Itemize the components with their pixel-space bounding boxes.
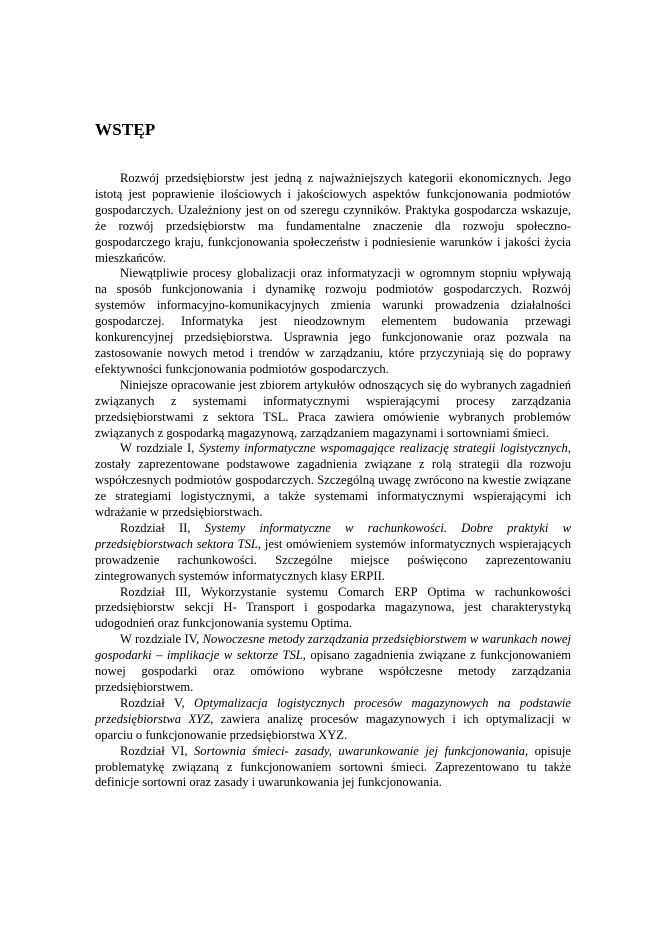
chapter-2-intro: Rozdział II, xyxy=(120,520,205,535)
chapter-5-intro: Rozdział V, xyxy=(120,695,195,710)
chapter-5-title: Optymalizacja logistycznych procesów magazynowych na podstawie przedsiębiorstwa XYZ xyxy=(95,695,571,726)
page-title: WSTĘP xyxy=(95,120,156,139)
chapter-4-intro: W rozdziale IV, xyxy=(120,632,203,647)
paragraph-3 xyxy=(95,378,571,442)
paragraph-2 xyxy=(95,266,571,377)
paragraph-chapter-2 xyxy=(95,521,571,585)
chapter-4-description: , opisano zagadnienia związane z funkcjonowaniem nowej gospodarki oraz omówiono wybrane współczesne metody zarządzania przedsiębiorstwem. xyxy=(95,648,572,694)
paragraph-1-text: Rozwój przedsiębiorstw jest jedną z najważniejszych kategorii ekonomicznych. Jego istotą jest poprawienie ilościowych i jakościowych aspektów funkcjonowania podmiotów gospodarczych. Uzależniony jest on od szeregu czynników. Praktyka gospodarcza wskazuje, że rozwój przedsiębiorstw ma fundamentalne znaczenie dla rozwoju społeczno-gospodarczego kraju, funkcjonowania społeczeństw i podniesienie warunków i jakości życia mieszkańców. xyxy=(95,171,571,265)
chapter-6-title: Sortownia śmieci- zasady, uwarunkowanie jej funkcjonowania xyxy=(194,743,525,758)
chapter-1-intro: W rozdziale I, xyxy=(120,441,199,456)
chapter-2-description: , jest omówieniem systemów informatycznych wspierających prowadzenie rachunkowości. Szczególne miejsce poświęcono zaprezentowaniu zintegrowanych systemów informatycznych klasy ERPII. xyxy=(95,536,571,583)
document-page xyxy=(95,118,571,791)
chapter-4-title: Nowoczesne metody zarządzania przedsiębiorstwem w warunkach nowej gospodarki – implikacje w sektorze TSL xyxy=(95,632,571,663)
paragraph-chapter-1 xyxy=(95,441,571,521)
chapter-3-text: Rozdział III, Wykorzystanie systemu Comarch ERP Optima w rachunkowości przedsiębiorstw sekcji H- Transport i gospodarka magazynowa, jest charakterystyką udogodnień oraz funkcjonowania systemu Optima. xyxy=(95,584,571,631)
chapter-1-title: Systemy informatyczne wspomagające realizację strategii logistycznych xyxy=(199,441,568,456)
paragraph-3-text: Niniejsze opracowanie jest zbiorem artykułów odnoszących się do wybranych zagadnień związanych z systemami informatycznymi wspierającymi procesy zarządzania przedsiębiorstwami z sektora TSL. Praca zawiera omówienie wybranych problemów związanych z gospodarką magazynową, zarządzaniem magazynami i sortowniami śmieci. xyxy=(95,377,571,440)
paragraph-chapter-3 xyxy=(95,585,571,633)
chapter-6-description: , opisuje problematykę związaną z funkcjonowaniem sortowni śmieci. Zaprezentowano tu także definicje sortowni oraz zasady i uwarunkowania jej funkcjonowania. xyxy=(95,743,571,790)
chapter-2-title: Systemy informatyczne w rachunkowości. Dobre praktyki w przedsiębiorstwach sektora TSL xyxy=(95,520,571,551)
paragraph-chapter-6 xyxy=(95,744,571,792)
chapter-5-description: , zawiera analizę procesów magazynowych i ich optymalizacji w oparciu o funkcjonowanie przedsiębiorstwa XYZ. xyxy=(95,711,571,742)
paragraph-chapter-4 xyxy=(95,632,571,696)
paragraph-chapter-5 xyxy=(95,696,571,744)
paragraph-2-text: Niewątpliwie procesy globalizacji oraz informatyzacji w ogromnym stopniu wpływają na sposób funkcjonowania i dynamikę rozwoju podmiotów gospodarczych. Rozwój systemów informacyjno-komunikacyjnych zmienia warunki prowadzenia działalności gospodarczej. Informatyka jest nieodzownym elementem budowania przewagi konkurencyjnej przedsiębiorstwa. Usprawnia jego funkcjonowanie oraz pozwala na zastosowanie nowych metod i trendów w zarządzaniu, które przyczyniają się do poprawy efektywności funkcjonowania podmiotów gospodarczych. xyxy=(95,266,571,376)
paragraph-1 xyxy=(95,171,571,266)
body-text xyxy=(95,171,571,791)
chapter-6-intro: Rozdział VI, xyxy=(120,743,194,758)
chapter-1-description: , zostały zaprezentowane podstawowe zagadnienia związane z rolą strategii dla rozwoju współczesnych podmiotów gospodarczych. Szczególną uwagę zwrócono na kwestie związane ze strategiami logistycznymi, a także systemami informatycznymi wspierającymi ich wdrażanie w przedsiębiorstwach. xyxy=(95,441,572,520)
